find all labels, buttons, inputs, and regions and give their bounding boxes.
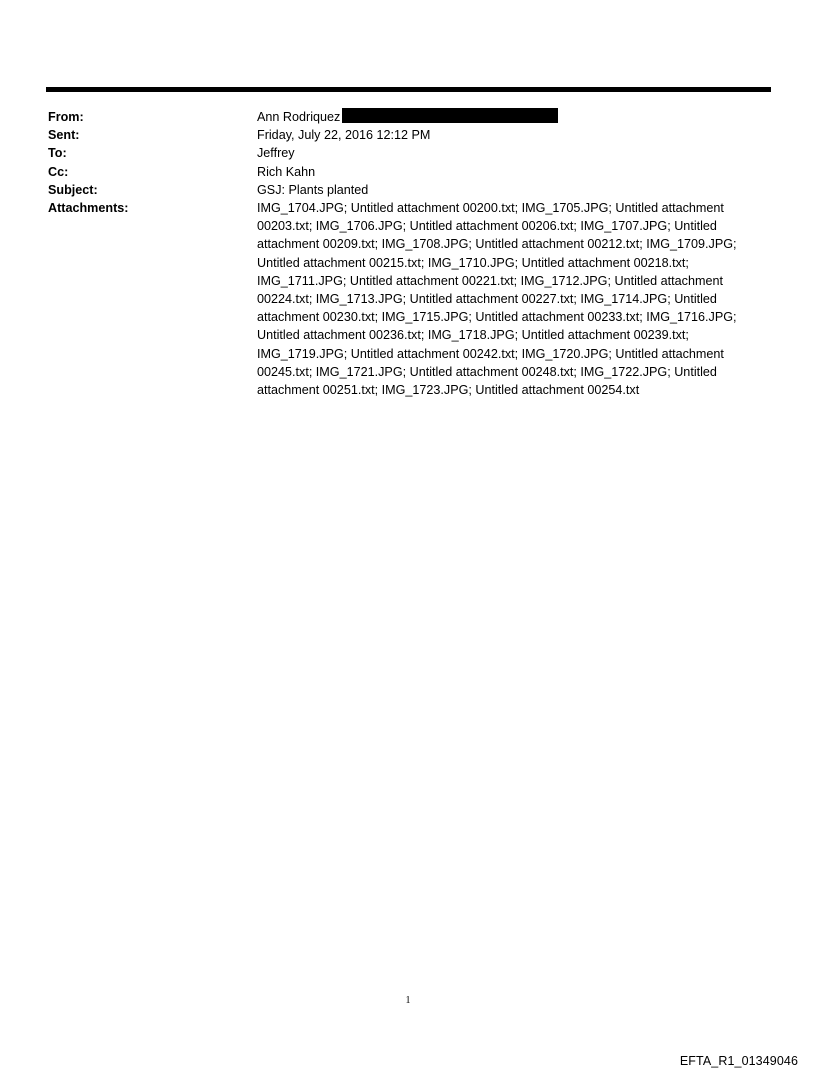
attachments-row [48, 199, 748, 399]
sent-row [48, 126, 748, 144]
header-rule [46, 87, 771, 92]
sent-label: Sent: [48, 128, 80, 143]
redaction-box [342, 108, 558, 123]
attachments-label: Attachments: [48, 201, 129, 216]
email-header [48, 108, 748, 399]
from-row [48, 108, 748, 126]
page-number: 1 [405, 995, 411, 1006]
subject-label: Subject: [48, 182, 98, 197]
document-id: EFTA_R1_01349046 [679, 1054, 798, 1068]
to-label: To: [48, 146, 67, 161]
to-value: Jeffrey [257, 146, 295, 161]
cc-value: Rich Kahn [257, 164, 316, 179]
attachments-value: IMG_1704.JPG; Untitled attachment 00200.txt; IMG_1705.JPG; Untitled attachment 00203.txt; IMG_1706.JPG; Untitled attachment 00206.txt; IMG_1707.JPG; Untitled attachment 00209.txt; IMG_1708.JPG; Untitled attachment 00212.txt; IMG_1709.JPG; Untitled attachment 00215.txt; IMG_1710.JPG; Untitled attachment 00218.txt; IMG_1711.JPG; Untitled attachment 00221.txt; IMG_1712.JPG; Untitled attachment 00224.txt; IMG_1713.JPG; Untitled attachment 00227.txt; IMG_1714.JPG; Untitled attachment 00230.txt; IMG_1715.JPG; Untitled attachment 00233.txt; IMG_1716.JPG; Untitled attachment 00236.txt; IMG_1718.JPG; Untitled attachment 00239.txt; IMG_1719.JPG; Untitled attachment 00242.txt; IMG_1720.JPG; Untitled attachment 00245.txt; IMG_1721.JPG; Untitled attachment 00248.txt; IMG_1722.JPG; Untitled attachment 00251.txt; IMG_1723.JPG; Untitled attachment 00254.txt [257, 201, 737, 398]
subject-value: GSJ: Plants planted [257, 182, 369, 197]
from-label: From: [48, 110, 84, 124]
from-value: Ann Rodriquez [257, 110, 341, 124]
subject-row [48, 181, 748, 199]
sent-value: Friday, July 22, 2016 12:12 PM [257, 128, 431, 143]
from-value-container [257, 108, 748, 126]
to-row [48, 144, 748, 162]
cc-label: Cc: [48, 164, 69, 179]
cc-row [48, 163, 748, 181]
